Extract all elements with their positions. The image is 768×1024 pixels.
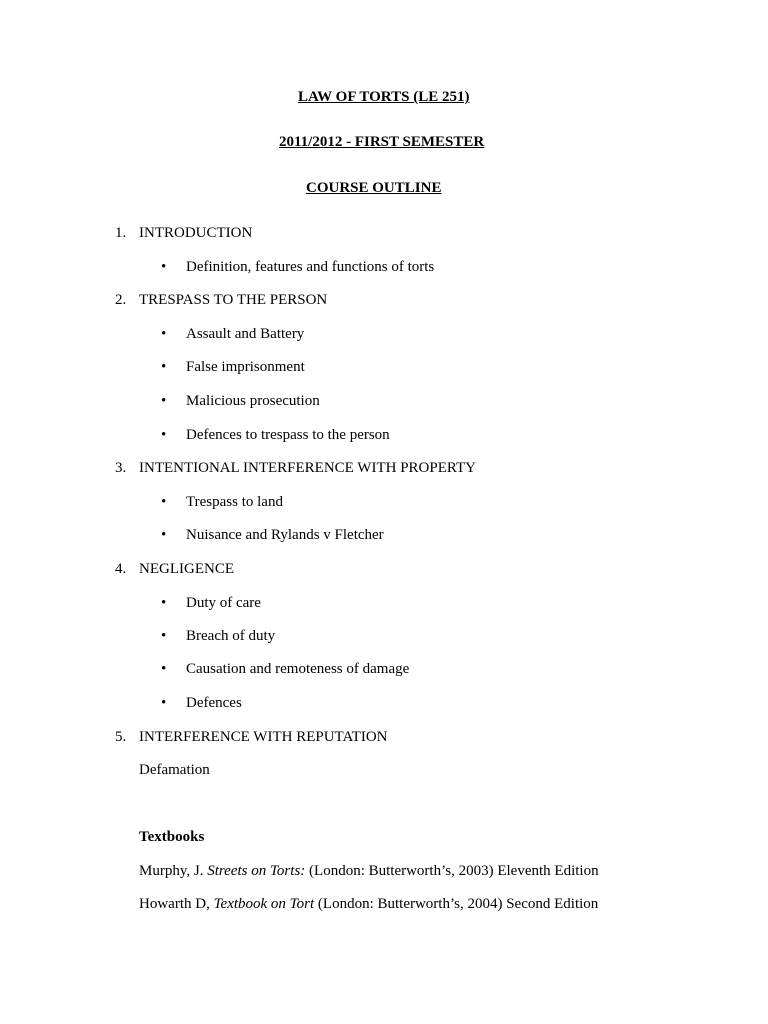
section-title: INTENTIONAL INTERFERENCE WITH PROPERTY bbox=[139, 460, 476, 476]
section-number: 3. bbox=[115, 460, 127, 476]
list-item: Assault and Battery bbox=[186, 326, 305, 342]
list-item: Defences bbox=[186, 695, 242, 711]
list-item: Breach of duty bbox=[186, 628, 276, 644]
list-item: False imprisonment bbox=[186, 359, 305, 375]
course-title: LAW OF TORTS (LE 251) bbox=[298, 89, 470, 105]
bullet-icon: • bbox=[161, 595, 167, 611]
bullet-icon: • bbox=[161, 661, 167, 677]
list-item: Nuisance and Rylands v Fletcher bbox=[186, 527, 384, 543]
list-item: Malicious prosecution bbox=[186, 393, 320, 409]
bullet-icon: • bbox=[161, 427, 167, 443]
section-title: INTERFERENCE WITH REPUTATION bbox=[139, 729, 388, 745]
textbook-entry bbox=[139, 895, 598, 913]
semester-heading: 2011/2012 - FIRST SEMESTER bbox=[279, 134, 485, 150]
textbook-details: (London: Butterworth’s, 2003) Eleventh Edition bbox=[309, 863, 599, 879]
section-number: 4. bbox=[115, 561, 127, 577]
section-number: 1. bbox=[115, 225, 127, 241]
textbook-entry bbox=[139, 862, 599, 880]
list-item: Causation and remoteness of damage bbox=[186, 661, 410, 677]
textbook-author: Murphy, J. bbox=[139, 863, 204, 879]
section-number: 5. bbox=[115, 729, 127, 745]
course-outline-heading: COURSE OUTLINE bbox=[306, 180, 442, 196]
section-title: INTRODUCTION bbox=[139, 225, 253, 241]
section-title: NEGLIGENCE bbox=[139, 561, 234, 577]
bullet-icon: • bbox=[161, 326, 167, 342]
bullet-icon: • bbox=[161, 695, 167, 711]
section-title: TRESPASS TO THE PERSON bbox=[139, 292, 328, 308]
textbook-title: Textbook on Tort bbox=[213, 896, 315, 912]
bullet-icon: • bbox=[161, 359, 167, 375]
list-item: Definition, features and functions of torts bbox=[186, 259, 435, 275]
section-text: Defamation bbox=[139, 762, 210, 778]
textbook-title: Streets on Torts: bbox=[207, 863, 306, 879]
list-item: Defences to trespass to the person bbox=[186, 427, 390, 443]
bullet-icon: • bbox=[161, 628, 167, 644]
bullet-icon: • bbox=[161, 393, 167, 409]
section-number: 2. bbox=[115, 292, 127, 308]
bullet-icon: • bbox=[161, 527, 167, 543]
bullet-icon: • bbox=[161, 259, 167, 275]
textbook-details: (London: Butterworth’s, 2004) Second Edition bbox=[317, 896, 599, 912]
textbook-author: Howarth D, bbox=[139, 896, 210, 912]
bullet-icon: • bbox=[161, 494, 167, 510]
textbooks-heading: Textbooks bbox=[139, 829, 205, 845]
list-item: Trespass to land bbox=[186, 494, 283, 510]
list-item: Duty of care bbox=[186, 595, 261, 611]
